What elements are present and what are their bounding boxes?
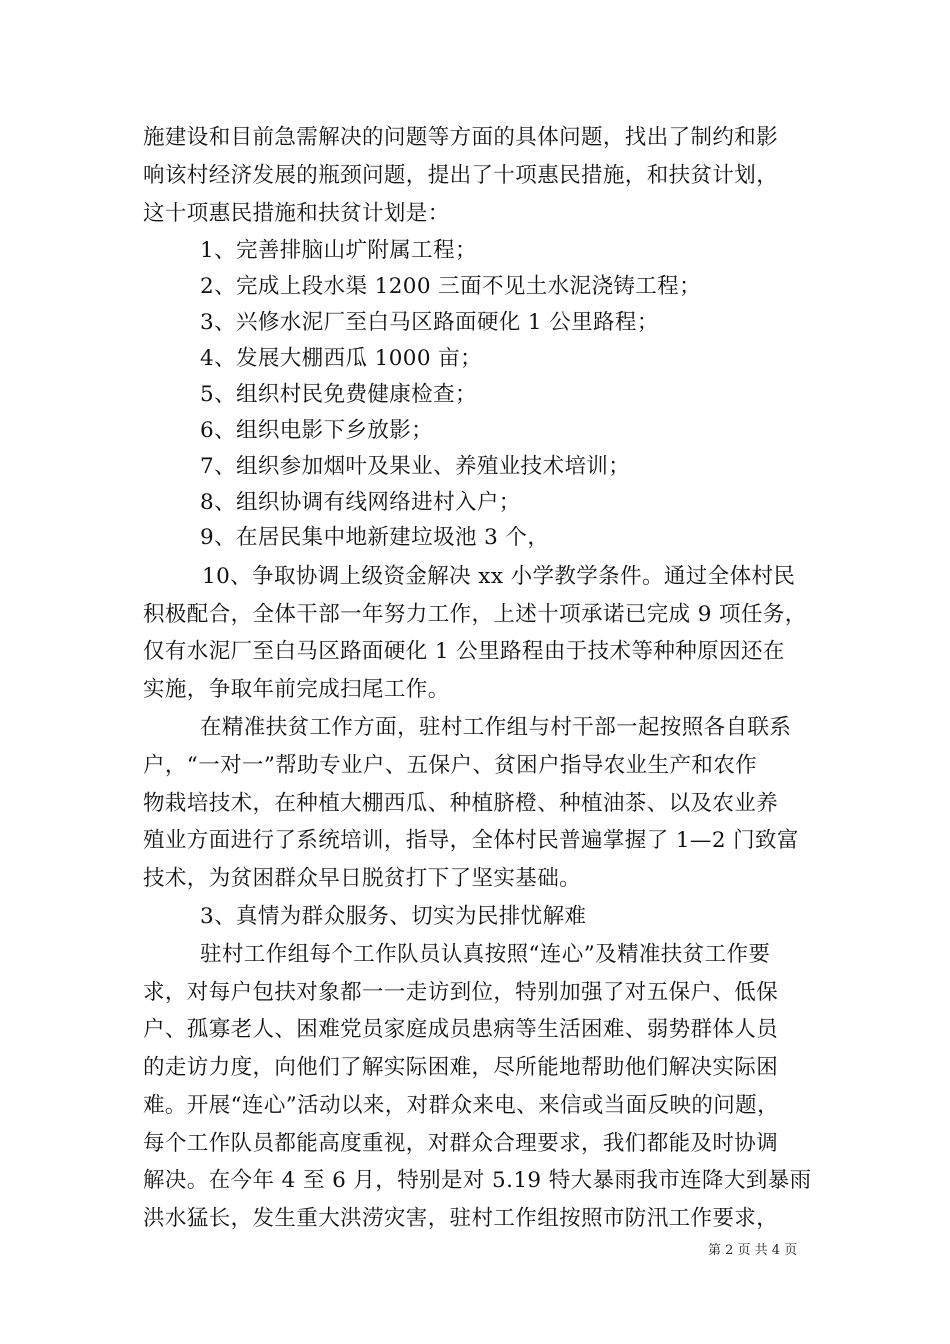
text-line: 施建设和目前急需解决的问题等方面的具体问题，找出了制约和影 — [143, 125, 779, 150]
text-line: 难。开展“连心”活动以来，对群众来电、来信或当面反映的问题， — [143, 1093, 779, 1118]
text-line: 户、孤寡老人、困难党员家庭成员患病等生活困难、弱势群体人员 — [143, 1017, 779, 1042]
list-item: 10、争取协调上级资金解决 xx 小学教学条件。通过全体村民 — [202, 564, 796, 589]
text-line: 求，对每户包扶对象都一一走访到位，特别加强了对五保户、低保 — [143, 980, 779, 1005]
text-line: 洪水猛长，发生重大洪涝灾害，驻村工作组按照市防汛工作要求， — [143, 1206, 779, 1231]
text-line: 积极配合，全体干部一年努力工作，上述十项承诺已完成 9 项任务， — [143, 602, 807, 627]
text-line: 实施，争取年前完成扫尾工作。 — [143, 677, 450, 702]
text-line: 解决。在今年 4 至 6 月，特别是对 5.19 特大暴雨我市连降大到暴雨 — [143, 1168, 812, 1193]
list-item: 5、组织村民免费健康检查； — [200, 382, 477, 407]
text-line: 殖业方面进行了系统培训，指导，全体村民普遍掌握了 1—2 门致富 — [143, 828, 799, 853]
list-item: 4、发展大棚西瓜 1000 亩； — [200, 346, 482, 371]
text-line: 户，“一对一”帮助专业户、五保户、贫困户指导农业生产和农作 — [143, 753, 758, 778]
text-line: 的走访力度，向他们了解实际困难，尽所能地帮助他们解决实际困 — [143, 1055, 779, 1080]
list-item: 7、组织参加烟叶及果业、养殖业技术培训； — [200, 454, 631, 479]
text-line: 这十项惠民措施和扶贫计划是： — [143, 201, 450, 226]
text-line: 驻村工作组每个工作队员认真按照“连心”及精准扶贫工作要 — [200, 942, 771, 967]
page-number-footer: 第 2 页 共 4 页 — [708, 1243, 798, 1258]
text-line: 仅有水泥厂至白马区路面硬化 1 公里路程由于技术等种种原因还在 — [143, 639, 785, 664]
list-item: 6、组织电影下乡放影； — [200, 418, 434, 443]
text-line: 技术，为贫困群众早日脱贫打下了坚实基础。 — [143, 866, 582, 891]
list-item: 1、完善排脑山圹附属工程； — [200, 238, 477, 263]
section-heading: 3、真情为群众服务、切实为民排忧解难 — [200, 904, 587, 929]
text-line: 在精准扶贫工作方面，驻村工作组与村干部一起按照各自联系 — [200, 715, 792, 740]
list-item: 9、在居民集中地新建垃圾池 3 个， — [200, 525, 550, 550]
text-line: 每个工作队员都能高度重视，对群众合理要求，我们都能及时协调 — [143, 1131, 779, 1156]
text-line: 响该村经济发展的瓶颈问题，提出了十项惠民措施，和扶贫计划， — [143, 163, 779, 188]
list-item: 2、完成上段水渠 1200 三面不见土水泥浇铸工程； — [200, 274, 701, 299]
list-item: 3、兴修水泥厂至白马区路面硬化 1 公里路程； — [200, 310, 659, 335]
text-line: 物栽培技术，在种植大棚西瓜、种植脐橙、种植油茶、以及农业养 — [143, 791, 779, 816]
list-item: 8、组织协调有线网络进村入户； — [200, 490, 521, 515]
